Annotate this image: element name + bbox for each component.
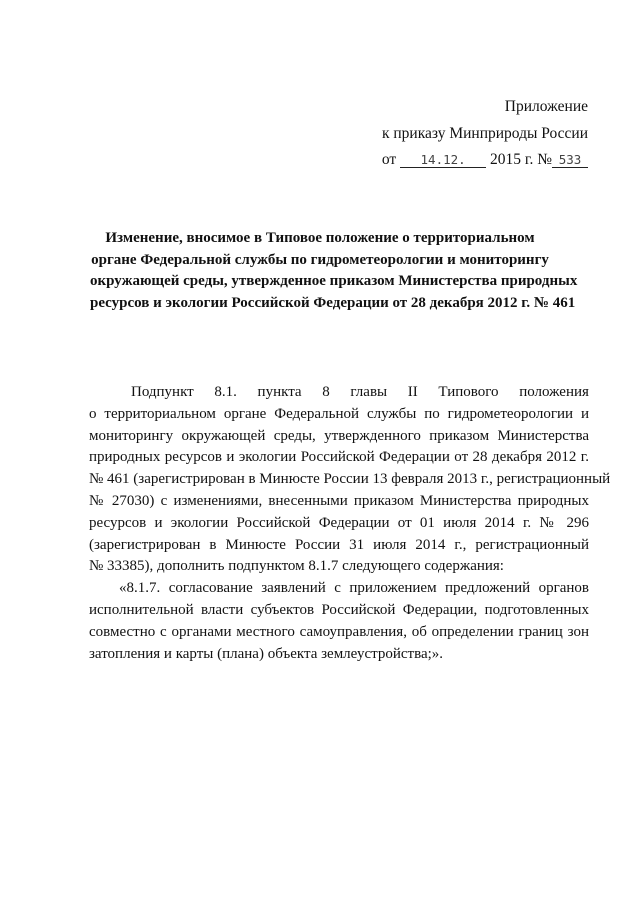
word: 8.1. <box>214 384 237 400</box>
order-year-text: 2015 г. № <box>489 151 552 168</box>
word: главы <box>350 384 388 400</box>
appendix-label: Приложение <box>504 98 588 115</box>
order-date-line <box>382 147 588 174</box>
paragraph-line: «8.1.7. согласование заявлений с приложением предложений органов <box>119 580 589 597</box>
paragraph-line: № 33385), дополнить подпунктом 8.1.7 следующего содержания: <box>89 558 504 575</box>
paragraph-line: (зарегистрирован в Минюсте России 31 июля 2014 г., регистрационный <box>89 536 589 553</box>
paragraph-line: совместно с органами местного самоуправления, об определении границ зон <box>89 623 589 640</box>
order-date-field: 14.12. <box>400 152 486 168</box>
paragraph-main <box>89 382 611 578</box>
document-title <box>90 228 578 314</box>
paragraph-line: природных ресурсов и экологии Российской Федерации от 28 декабря 2012 г. <box>89 449 589 466</box>
word: 8 <box>322 384 330 400</box>
order-number-field: 533 <box>552 152 588 168</box>
order-reference: к приказу Минприроды России <box>381 124 588 142</box>
document-body <box>89 382 611 665</box>
title-line: Изменение, вносимое в Типовое положение о территориальном <box>105 230 535 246</box>
title-line: окружающей среды, утвержденное приказом Министерства природных <box>90 273 578 289</box>
paragraph-line: затопления и карты (плана) объекта землеустройства;». <box>89 645 444 662</box>
paragraph-first-line <box>89 382 589 404</box>
word: пункта <box>257 384 302 400</box>
paragraph-line: ресурсов и экологии Российской Федерации от 01 июля 2014 г. № 296 <box>89 514 589 531</box>
title-line: ресурсов и экологии Российской Федерации от 28 декабря 2012 г. № 461 <box>90 294 576 311</box>
paragraph-line: исполнительной власти субъектов Российской Федерации, подготовленных <box>89 601 589 618</box>
date-prefix: от <box>381 151 397 168</box>
paragraph-line: № 461 (зарегистрирован в Минюсте России 13 февраля 2013 г., регистрационный <box>89 471 611 488</box>
paragraph-line: мониторингу окружающей среды, утвержденного приказом Министерства <box>89 427 589 444</box>
paragraph-quote <box>89 578 589 665</box>
appendix-header <box>382 94 588 174</box>
paragraph-line: № 27030) с изменениями, внесенными приказом Министерства природных <box>89 492 589 509</box>
word: положения <box>519 384 589 400</box>
paragraph-line: о территориальном органе Федеральной службы по гидрометеорологии и <box>89 405 589 422</box>
word: Типового <box>438 384 499 400</box>
word: II <box>407 384 418 400</box>
title-line: органе Федеральной службы по гидрометеорологии и мониторингу <box>91 251 549 268</box>
word: Подпункт <box>131 384 194 400</box>
